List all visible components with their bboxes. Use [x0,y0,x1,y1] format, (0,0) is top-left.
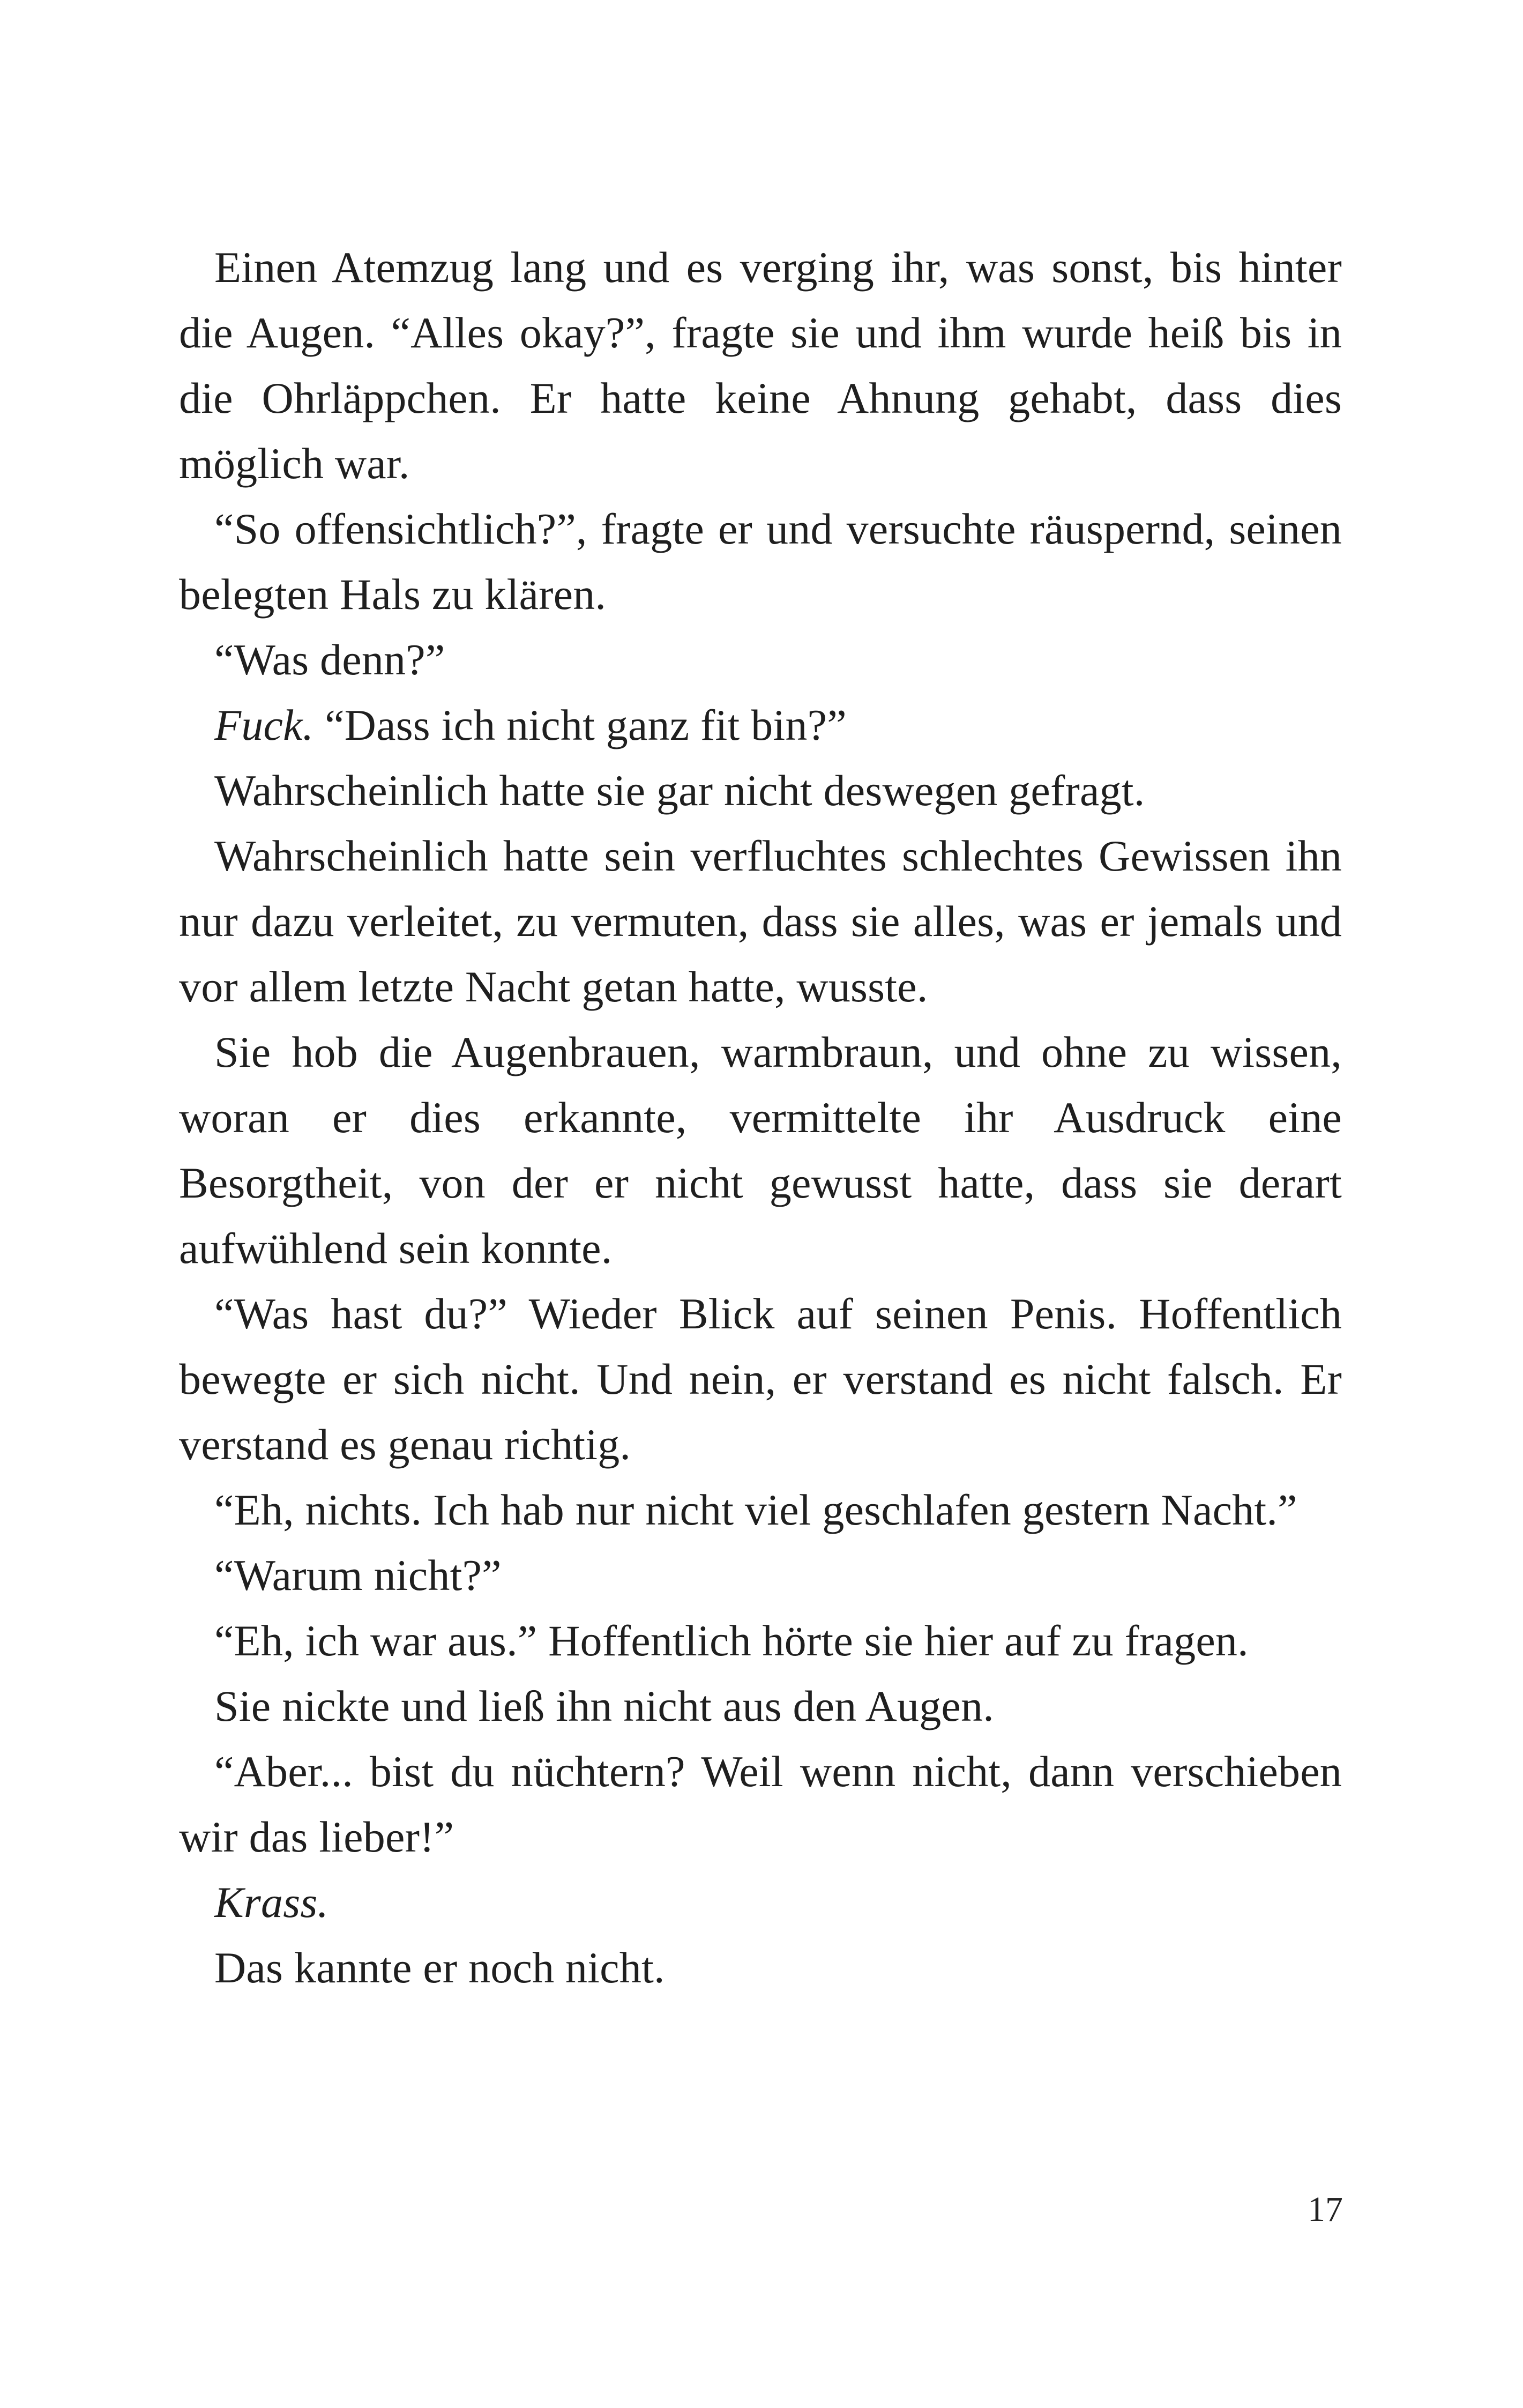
paragraph: “So offensichtlich?”, fragte er und versuchte räuspernd, seinen belegten Hals zu klären. [179,504,1342,619]
paragraph: Sie hob die Augenbrauen, warmbraun, und ohne zu wissen, woran er dies erkannte, vermittelte ihr Ausdruck eine Besorgtheit, von der er nicht gewusst hatte, dass sie derart aufwühlend sein konnte. [179,1028,1342,1273]
paragraph [179,693,1342,758]
paragraph [179,1870,1342,1935]
paragraph: “Eh, nichts. Ich hab nur nicht viel geschlafen gestern Nacht.” [214,1485,1297,1534]
paragraph: “Was denn?” [214,635,445,684]
body-text [179,235,1342,2001]
paragraph: “Warum nicht?” [214,1551,502,1600]
paragraph: Das kannte er noch nicht. [214,1943,665,1992]
paragraph: Wahrscheinlich hatte sein verfluchtes schlechtes Gewissen ihn nur dazu verleitet, zu vermuten, dass sie alles, was er jemals und vor allem letzte Nacht getan hatte, wusste. [179,831,1342,1011]
paragraph: Sie nickte und ließ ihn nicht aus den Augen. [214,1682,994,1730]
italic-interjection: Fuck. [214,701,314,749]
italic-interjection: Krass. [214,1878,329,1927]
paragraph: Wahrscheinlich hatte sie gar nicht deswegen gefragt. [214,766,1145,815]
page-number: 17 [1308,2190,1343,2229]
paragraph: “Aber... bist du nüchtern? Weil wenn nicht, dann verschieben wir das lieber!” [179,1747,1342,1861]
paragraph: Einen Atemzug lang und es verging ihr, was sonst, bis hinter die Augen. “Alles okay?”, fragte sie und ihm wurde heiß bis in die Ohrläppchen. Er hatte keine Ahnung gehabt, dass dies möglich war. [179,243,1342,488]
paragraph: “Eh, ich war aus.” Hoffentlich hörte sie hier auf zu fragen. [214,1616,1249,1665]
paragraph: “Was hast du?” Wieder Blick auf seinen Penis. Hoffentlich bewegte er sich nicht. Und nein, er verstand es nicht falsch. Er verstand es genau richtig. [179,1289,1342,1469]
paragraph-text: “Dass ich nicht ganz fit bin?” [313,701,847,749]
